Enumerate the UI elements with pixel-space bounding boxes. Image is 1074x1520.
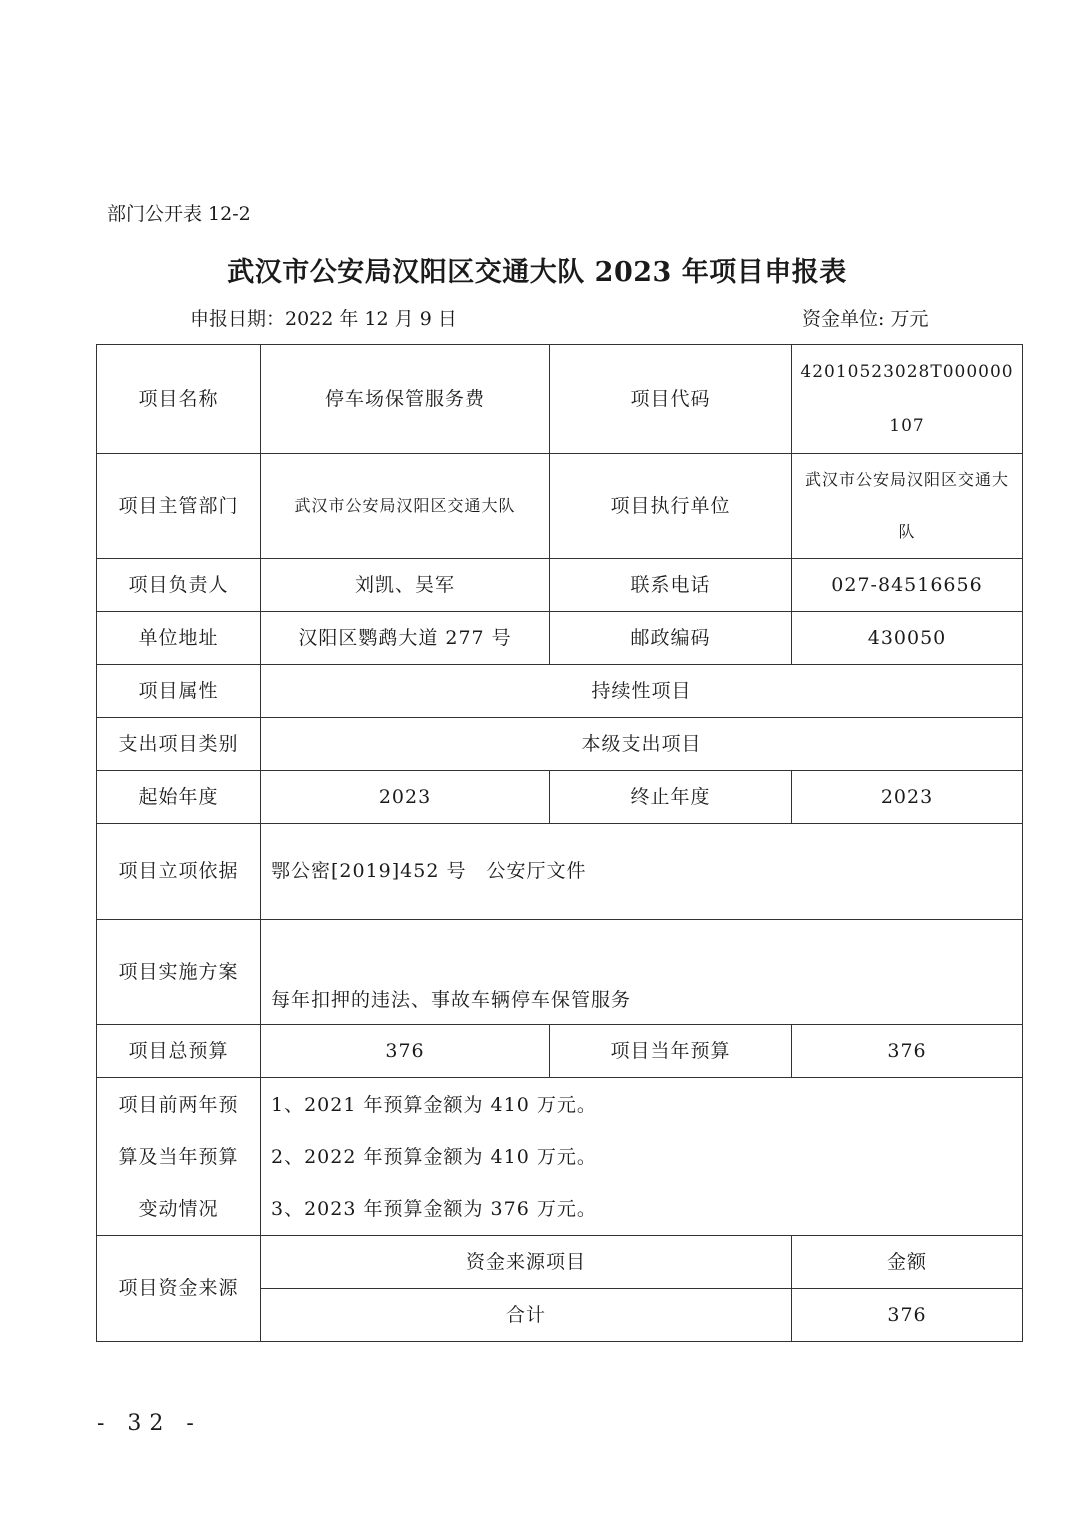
page-number: - 32 - <box>97 1411 202 1436</box>
end-year-value: 2023 <box>792 771 1023 824</box>
budget-history-line: 1、2021 年预算金额为 410 万元。 <box>271 1093 597 1116</box>
table-row <box>97 345 1023 454</box>
project-attribute-value: 持续性项目 <box>261 665 1023 718</box>
start-year-value: 2023 <box>261 771 550 824</box>
project-leader-value: 刘凯、吴军 <box>261 559 550 612</box>
phone-label: 联系电话 <box>550 559 792 612</box>
address-label: 单位地址 <box>97 612 261 665</box>
start-year-label: 起始年度 <box>97 771 261 824</box>
table-row <box>97 1025 1023 1078</box>
expense-category-value: 本级支出项目 <box>261 718 1023 771</box>
managing-dept-value: 武汉市公安局汉阳区交通大队 <box>261 454 550 559</box>
managing-dept-label: 项目主管部门 <box>97 454 261 559</box>
table-row <box>97 824 1023 920</box>
budget-history-label-line: 变动情况 <box>138 1197 219 1220</box>
document-title: 武汉市公安局汉阳区交通大队 2023 年项目申报表 <box>227 257 847 288</box>
budget-history-line: 3、2023 年预算金额为 376 万元。 <box>271 1197 597 1220</box>
executing-unit-label: 项目执行单位 <box>550 454 792 559</box>
project-attribute-label: 项目属性 <box>97 665 261 718</box>
project-code-value: 42010523028T000000107 <box>792 345 1023 454</box>
budget-history-label-line: 算及当年预算 <box>118 1145 239 1168</box>
funding-total-value: 376 <box>792 1289 1023 1342</box>
table-row <box>97 1078 1023 1236</box>
report-date: 申报日期：2022 年 12 月 9 日 <box>190 308 457 330</box>
project-name-value: 停车场保管服务费 <box>261 345 550 454</box>
postal-code-value: 430050 <box>792 612 1023 665</box>
implementation-plan-value: 每年扣押的违法、事故车辆停车保管服务 <box>261 920 1023 1025</box>
project-code-label: 项目代码 <box>550 345 792 454</box>
executing-unit-value: 武汉市公安局汉阳区交通大队 <box>792 454 1023 559</box>
funding-amount-header: 金额 <box>792 1236 1023 1289</box>
table-row <box>97 718 1023 771</box>
budget-history-value <box>261 1078 1023 1236</box>
project-basis-value: 鄂公密[2019]452 号 公安厅文件 <box>261 824 1023 920</box>
table-row <box>97 920 1023 1025</box>
table-row <box>97 1236 1023 1289</box>
budget-history-line: 2、2022 年预算金额为 410 万元。 <box>271 1145 597 1168</box>
total-budget-label: 项目总预算 <box>97 1025 261 1078</box>
project-basis-label: 项目立项依据 <box>97 824 261 920</box>
current-year-budget-label: 项目当年预算 <box>550 1025 792 1078</box>
address-value: 汉阳区鹦鹉大道 277 号 <box>261 612 550 665</box>
postal-code-label: 邮政编码 <box>550 612 792 665</box>
funding-source-label: 项目资金来源 <box>97 1236 261 1342</box>
project-leader-label: 项目负责人 <box>97 559 261 612</box>
table-row <box>97 771 1023 824</box>
budget-history-label <box>97 1078 261 1236</box>
funding-total-label: 合计 <box>261 1289 792 1342</box>
current-year-budget-value: 376 <box>792 1025 1023 1078</box>
implementation-plan-label: 项目实施方案 <box>97 920 261 1025</box>
budget-history-label-line: 项目前两年预 <box>118 1093 239 1116</box>
table-row <box>97 665 1023 718</box>
total-budget-value: 376 <box>261 1025 550 1078</box>
table-row <box>97 612 1023 665</box>
project-name-label: 项目名称 <box>97 345 261 454</box>
phone-value: 027-84516656 <box>792 559 1023 612</box>
project-form-table <box>96 344 1023 1342</box>
table-row <box>97 559 1023 612</box>
table-row <box>97 454 1023 559</box>
currency-unit: 资金单位: 万元 <box>802 308 929 330</box>
expense-category-label: 支出项目类别 <box>97 718 261 771</box>
document-label: 部门公开表 12-2 <box>107 203 251 225</box>
funding-source-item-header: 资金来源项目 <box>261 1236 792 1289</box>
end-year-label: 终止年度 <box>550 771 792 824</box>
